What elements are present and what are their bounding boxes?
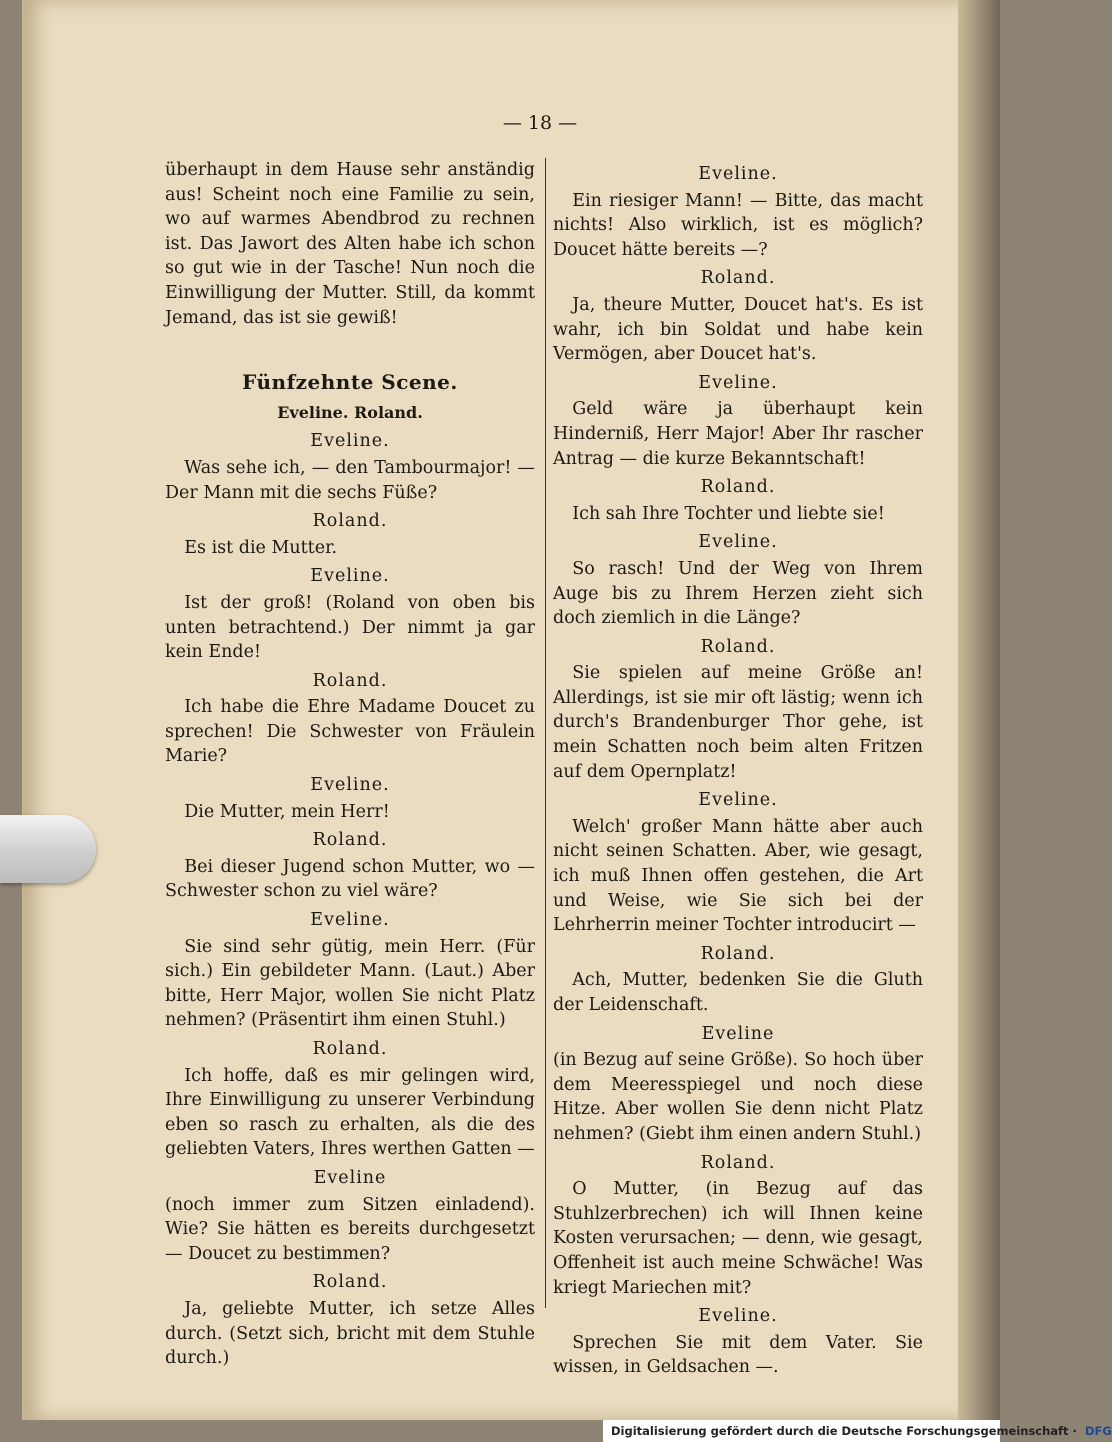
scene-persons: Eveline. Roland. xyxy=(277,402,423,422)
dialogue-text: Ja, geliebte Mutter, ich setze Alles durch. (Setzt sich, bricht mit dem Stuhle durch.) xyxy=(165,1298,535,1369)
dfg-logo: DFG xyxy=(1084,1424,1112,1438)
speaker-name: Roland. xyxy=(312,1039,388,1059)
speaker-name: Roland. xyxy=(700,477,776,498)
footer-text: Digitalisierung gefördert durch die Deutsche Forschungsgemeinschaft · xyxy=(611,1424,1077,1438)
right-column xyxy=(553,158,923,1380)
speaker-name: Roland. xyxy=(700,943,776,964)
dialogue-text: Ein riesiger Mann! — Bitte, das macht nichts! Also wirklich, ist es möglich? Doucet hätte bereits —? xyxy=(553,190,923,260)
page-clip xyxy=(0,815,96,883)
dialogue-text: O Mutter, (in Bezug auf das Stuhlzerbrechen) ich will Ihnen keine Kosten verursachen; — denn, wie gesagt, Offenheit ist auch meine Schwäche! Was kriegt Mariechen mit? xyxy=(553,1179,923,1298)
speaker-name: Eveline. xyxy=(310,566,390,587)
dialogue-text: Bei dieser Jugend schon Mutter, wo — Schwester schon zu viel wäre? xyxy=(165,856,535,902)
dialogue-text: Ich habe die Ehre Madame Doucet zu sprechen! Die Schwester von Fräulein Marie? xyxy=(165,697,535,767)
dialogue-text: Ach, Mutter, bedenken Sie die Gluth der Leidenschaft. xyxy=(553,970,923,1015)
speaker-name: Eveline. xyxy=(698,532,778,553)
speaker-name: Eveline. xyxy=(310,910,390,931)
speaker-name: Roland. xyxy=(312,1272,388,1293)
column-divider xyxy=(545,158,546,1308)
dialogue-text: Es ist die Mutter. xyxy=(184,537,338,558)
speaker-name: Eveline. xyxy=(698,164,778,184)
dialogue-text: So rasch! Und der Weg von Ihrem Auge bis zu Ihrem Herzen zieht sich doch ziemlich in die Länge? xyxy=(553,558,923,629)
dialogue-text: überhaupt in dem Hause sehr anständig aus! Scheint noch eine Familie zu sein, wo auf warmes Abendbrod zu rechnen ist. Das Jawort des Alten habe ich schon so gut wie in der Tasche! Nun noch die Einwilligung der Mutter. Still, da kommt Jemand, das ist sie gewiß! xyxy=(165,160,535,328)
dialogue-text: Ich hoffe, daß es mir gelingen wird, Ihre Einwilligung zu unserer Verbindung eben so rasch zu erhalten, als die des geliebten Vaters, Ihres werthen Gatten — xyxy=(165,1065,535,1160)
dialogue-text: Sie spielen auf meine Größe an! Allerdings, ist sie mir oft lästig; wenn ich durch's Brandenburger Thor gehe, ist mein Schatten noch beim alten Fritzen auf dem Opernplatz! xyxy=(553,663,923,782)
speaker-name: Roland. xyxy=(312,511,388,532)
dialogue-text: Ich sah Ihre Tochter und liebte sie! xyxy=(572,503,885,524)
speaker-name: Eveline. xyxy=(698,372,778,393)
speaker-name: Eveline. xyxy=(310,775,390,796)
dialogue-text: (noch immer zum Sitzen einladend). Wie? Sie hätten es bereits durchgesetzt — Doucet zu bestimmen? xyxy=(165,1194,535,1264)
speaker-name: Roland. xyxy=(312,830,388,851)
book-edge xyxy=(958,0,1000,1420)
page-number: — 18 — xyxy=(502,112,578,134)
speaker-name: Eveline xyxy=(701,1023,775,1044)
speaker-name: Eveline xyxy=(313,1167,387,1188)
dialogue-text: Welch' großer Mann hätte aber auch nicht seinen Schatten. Aber, wie gesagt, ich muß Ihnen offen gestehen, die Art und Weise, wie Sie sich bei der Lehrherrin meiner Tochter introducirt — xyxy=(553,816,923,936)
speaker-name: Eveline. xyxy=(698,790,778,811)
dialogue-text: Sie sind sehr gütig, mein Herr. (Für sich.) Ein gebildeter Mann. (Laut.) Aber bitte, Herr Major, wollen Sie nicht Platz nehmen? (Präsentirt ihm einen Stuhl.) xyxy=(165,936,535,1031)
dialogue-text: Ist der groß! (Roland von oben bis unten betrachtend.) Der nimmt ja gar kein Ende! xyxy=(165,592,535,663)
speaker-name: Roland. xyxy=(312,670,388,691)
dialogue-text: Ja, theure Mutter, Doucet hat's. Es ist wahr, ich bin Soldat und habe kein Vermögen, aber Doucet hat's. xyxy=(553,294,923,365)
scene-title: Fünfzehnte Scene. xyxy=(242,370,458,395)
dialogue-text: Sprechen Sie mit dem Vater. Sie wissen, in Geldsachen —. xyxy=(553,1332,923,1378)
speaker-name: Roland. xyxy=(700,268,776,289)
dialogue-text: Was sehe ich, — den Tambourmajor! — Der Mann mit die sechs Füße? xyxy=(165,457,535,503)
left-column xyxy=(165,158,535,1371)
dialogue-text: Die Mutter, mein Herr! xyxy=(184,801,390,822)
dialogue-text: Geld wäre ja überhaupt kein Hinderniß, Herr Major! Aber Ihr rascher Antrag — die kurze Bekanntschaft! xyxy=(553,399,923,469)
speaker-name: Eveline. xyxy=(698,1306,778,1327)
dialogue-text: (in Bezug auf seine Größe). So hoch über dem Meeresspiegel und noch diese Hitze. Aber wollen Sie denn nicht Platz nehmen? (Giebt ihm einen andern Stuhl.) xyxy=(553,1050,923,1144)
speaker-name: Roland. xyxy=(700,1152,776,1173)
speaker-name: Roland. xyxy=(700,636,776,657)
speaker-name: Eveline. xyxy=(310,431,390,452)
footer-credit xyxy=(603,1420,1112,1442)
